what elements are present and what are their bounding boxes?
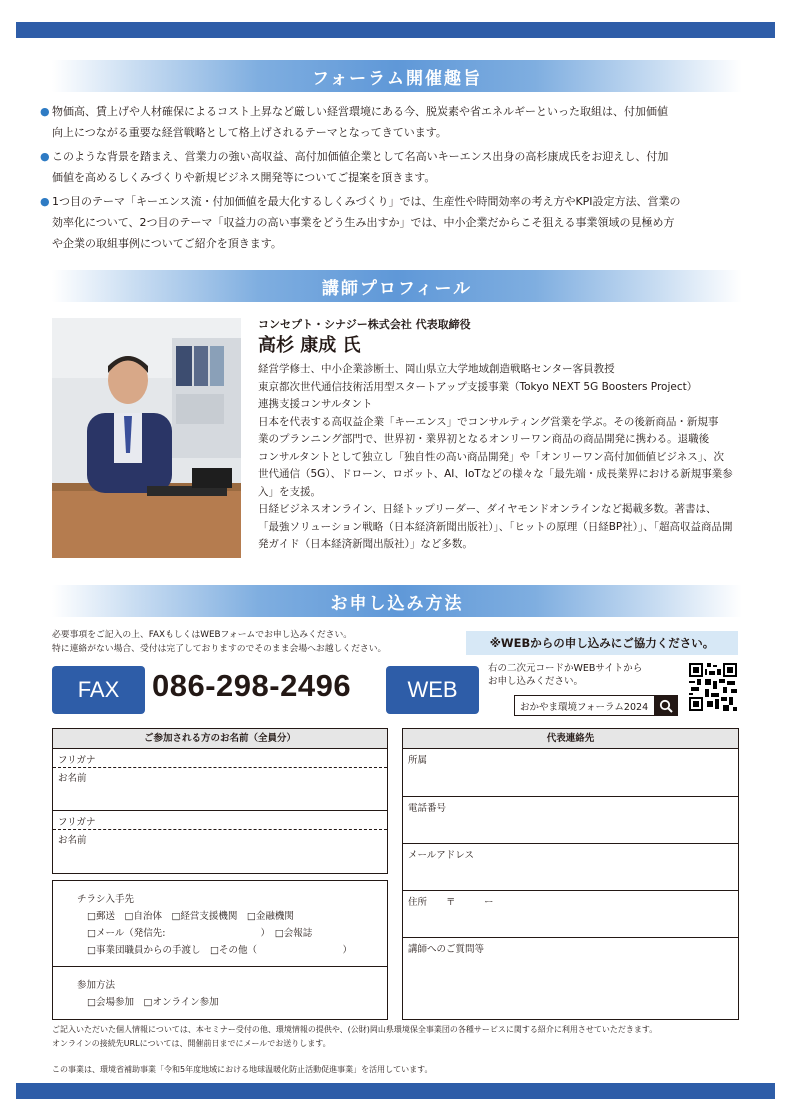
affiliation-label: 所属 — [408, 755, 428, 766]
subsidy-note: この事業は、環境省補助事業「令和5年度地域における地球温暖化防止活動促進事業」を活用しています。 — [52, 1065, 433, 1074]
section-title: 講師プロフィール — [321, 278, 473, 299]
purpose-paragraph-3 — [40, 191, 752, 254]
text-line: 向上につながる重要な経営戦略として格上げされるテーマとなってきています。 — [52, 126, 447, 139]
text-line: このような背景を踏まえ、営業力の強い高収益、高付加価値企業として名高いキーエンス出身の高杉康成氏をお迎えし、付加 — [52, 150, 669, 163]
email-field[interactable] — [403, 844, 738, 891]
search-icon[interactable] — [654, 695, 678, 716]
participant-names-form — [52, 728, 388, 874]
purpose-paragraph-1 — [40, 101, 752, 143]
speaker-photo — [52, 318, 241, 558]
bio-line: 入」を支援。 — [258, 485, 321, 498]
bio-line: 日本を代表する高収益企業「キーエンス」でコンサルティング営業を学ぶ。その後新商品・新規事 — [258, 415, 719, 428]
name-label: お名前 — [58, 773, 87, 784]
participation-method-title: 参加方法 — [77, 980, 116, 991]
web-instruction-line: 右の二次元コードかWEBサイトから — [488, 663, 643, 674]
flyer-source-options-1[interactable]: □郵送 □自治体 □経営支援機関 □金融機関 — [87, 911, 294, 922]
affiliation-field[interactable] — [403, 749, 738, 797]
web-cooperation-banner: ※WEBからの申し込みにご協力ください。 — [466, 631, 738, 655]
application-note-1: 必要事項をご記入の上、FAXもしくはWEBフォームでお申し込みください。 — [52, 630, 353, 640]
bio-line: コンサルタントとして独立し「独自性の高い商品開発」や「オンリーワン高付加価値ビジネス」、次 — [258, 450, 724, 463]
purpose-paragraph-2 — [40, 146, 752, 188]
participant-entry-1[interactable] — [53, 749, 387, 811]
fax-number: 086-298-2496 — [152, 668, 352, 703]
address-field[interactable] — [403, 891, 738, 938]
flyer-source-options-3[interactable]: □事業団職員からの手渡し □その他（ ） — [87, 945, 352, 956]
text-line: 価値を高めるしくみづくりや新規ビジネス開発等についてご提案を頂きます。 — [52, 171, 436, 184]
text-line: 効率化について、2つ目のテーマ「収益力の高い事業をどう生み出すか」では、中小企業だからこそ狙える事業領域の見極め方 — [52, 216, 675, 229]
contact-form-header: 代表連絡先 — [403, 729, 738, 749]
bio-line: 「最強ソリューション戦略（日本経済新聞出版社）」、「ヒットの原理（日経BP社）」、「超高収益商品開 — [258, 520, 733, 533]
bio-line: 連携支援コンサルタント — [258, 398, 373, 410]
participant-entry-2[interactable] — [53, 811, 387, 873]
bio-line: 東京都次世代通信技術活用型スタートアップ支援事業（Tokyo NEXT 5G Boosters Project） — [258, 380, 698, 393]
bio-line: 発ガイド（日本経済新聞出版社）」など多数。 — [258, 538, 473, 550]
web-label: WEB — [386, 666, 479, 714]
contact-form — [402, 728, 739, 1020]
phone-label: 電話番号 — [408, 803, 447, 814]
furigana-label: フリガナ — [58, 817, 96, 828]
bio-line: 世代通信（5G）、ドローン、ロボット、AI、IoTなどの様々な「最先端・成長業界における新規事業参 — [258, 468, 733, 480]
text-line: や企業の取組事例についてご紹介を頂きます。 — [52, 237, 282, 250]
speaker-company: コンセプト・シナジー株式会社 代表取締役 — [258, 318, 471, 331]
dashed-divider — [53, 829, 387, 830]
furigana-label: フリガナ — [58, 755, 96, 766]
question-field[interactable] — [403, 938, 738, 1018]
participant-form-header: ご参加される方のお名前（全員分） — [53, 729, 387, 749]
flyer-source-title: チラシ入手先 — [77, 894, 135, 905]
dashed-divider — [53, 767, 387, 768]
fax-label: FAX — [52, 666, 145, 714]
question-label: 講師へのご質問等 — [408, 944, 485, 955]
bio-line: 日経ビジネスオンライン、日経トップリーダー、ダイヤモンドオンラインなど掲載多数。著書は、 — [258, 503, 717, 515]
web-instructions — [488, 662, 642, 688]
bullet-icon: ● — [40, 105, 50, 118]
section-forum-purpose-header — [52, 60, 742, 92]
address-label: 住所 〒 ー — [408, 897, 494, 908]
section-speaker-profile-header — [52, 270, 742, 302]
section-title: フォーラム開催趣旨 — [312, 68, 482, 89]
web-instruction-line: お申し込みください。 — [488, 676, 584, 687]
text-line: 1つ目のテーマ「キーエンス流・付加価値を最大化するしくみづくり」では、生産性や時間効率の考え方やKPI設定方法、営業の — [52, 195, 681, 208]
name-label: お名前 — [58, 835, 87, 846]
search-text: おかやま環境フォーラム2024 — [520, 701, 649, 713]
qr-code[interactable] — [687, 661, 739, 713]
privacy-note: ご記入いただいた個人情報については、本セミナー受付の他、環境情報の提供や、(公財)岡山県環境保全事業団の各種サービスに関する紹介に利用させていただきます。 — [52, 1025, 658, 1034]
online-url-note: オンラインの接続先URLについては、開催前日までにメールでお送りします。 — [52, 1039, 331, 1048]
bullet-icon: ● — [40, 195, 50, 208]
section-title: お申し込み方法 — [330, 593, 464, 614]
bullet-icon: ● — [40, 150, 50, 163]
speaker-name: 高杉 康成 氏 — [258, 335, 361, 356]
text-line: 物価高、賃上げや人材確保によるコスト上昇など厳しい経営環境にある今、脱炭素や省エネルギーといった取組は、付加価値 — [52, 105, 668, 118]
bottom-bar — [16, 1083, 775, 1099]
survey-divider — [53, 966, 387, 967]
flyer-source-options-2[interactable]: □メール（発信先: ） □会報誌 — [87, 928, 313, 939]
bio-line: 業のプランニング部門で、世界初・業界初となるオンリーワン商品の商品開発に携わる。退職後 — [258, 433, 710, 445]
phone-field[interactable] — [403, 797, 738, 844]
speaker-bio — [258, 361, 748, 554]
top-bar — [16, 22, 775, 38]
survey-form — [52, 880, 388, 1020]
email-label: メールアドレス — [408, 850, 475, 861]
section-application-header — [52, 585, 742, 617]
bio-line: 経営学修士、中小企業診断士、岡山県立大学地域創造戦略センター客員教授 — [258, 363, 615, 375]
participation-method-options[interactable]: □会場参加 □オンライン参加 — [87, 997, 219, 1008]
application-note-2: 特に連絡がない場合、受付は完了しておりますのでそのまま会場へお越しください。 — [52, 644, 387, 654]
